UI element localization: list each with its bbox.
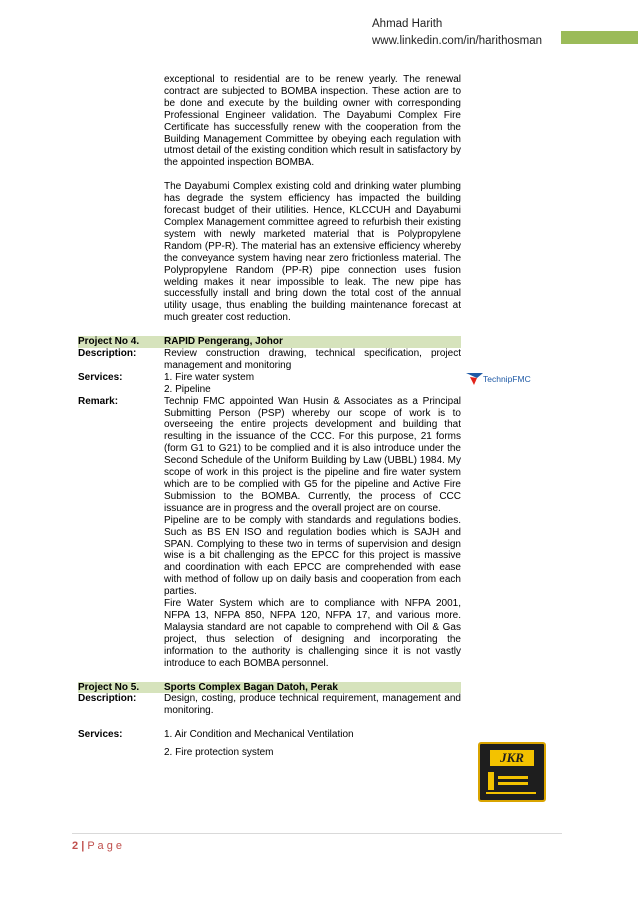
page-footer <box>72 840 122 852</box>
header-accent-bar <box>561 31 638 44</box>
service-item: 1. Air Condition and Mechanical Ventilation <box>164 729 354 741</box>
services-label: Services: <box>78 371 123 383</box>
project-4-title-row <box>78 336 461 348</box>
project-5-title: Sports Complex Bagan Datoh, Perak <box>164 681 338 693</box>
jkr-logo-text: JKR <box>490 750 534 766</box>
page-number: 2 <box>72 840 79 852</box>
header-block <box>372 16 542 50</box>
remark-label: Remark: <box>78 395 119 407</box>
page-word: P a g e <box>87 840 122 852</box>
description-label: Description: <box>78 348 137 360</box>
project-4-title: RAPID Pengerang, Johor <box>164 336 283 348</box>
project-4-services-row <box>78 372 461 396</box>
linkedin-url[interactable]: www.linkedin.com/in/harithosman <box>372 35 543 47</box>
remark-paragraph: Pipeline are to be comply with standards and regulations bodies. Such as BS EN ISO and regulation bodies which is SAJH and SPAN. Complying to these two in terms of supervision and design wise is a bit challenging as the EPCC for this project is massive and coordination with each EPCC are comprehended with ease with method of follow up on daily basis and cooperation from each parties. <box>164 514 461 598</box>
service-item: 2. Pipeline <box>164 383 211 395</box>
technipfmc-logo-text: TechnipFMC <box>483 374 531 384</box>
jkr-building-icon <box>480 768 544 798</box>
footer-divider <box>72 833 562 834</box>
description-label: Description: <box>78 693 137 705</box>
page-separator: | <box>81 840 85 852</box>
document-body <box>78 74 461 759</box>
service-item: 1. Fire water system <box>164 371 255 383</box>
project-4-description-row <box>78 348 461 372</box>
author-name: Ahmad Harith <box>372 18 443 30</box>
technipfmc-logo <box>466 372 566 388</box>
services-label: Services: <box>78 729 123 741</box>
remark-paragraph: Fire Water System which are to compliance with NFPA 2001, NFPA 13, NFPA 850, NFPA 120, NFPA 17, and various more. Malaysia standard are not capable to comprehend with Oil & Gas project, thus selection of designing and incorporating the information to the authority is challenging since it is not vastly introduce to each BOMBA personnel. <box>164 598 461 669</box>
intro-paragraph: The Dayabumi Complex existing cold and drinking water plumbing has degrade the system efficiency has impacted the building forecast budget of their utilities. Hence, KLCCUH and Dayabumi Complex Management committee agreed to refurbish their existing system with newly marketed material that is Polypropylene Random (PP-R). The material has an extensive efficiency whereby the conveyance system having near zero frictionless material. The Polypropylene Random (PP-R) pipe connection uses fusion welding makes it near impossible to leak. The new pipe has successfully install and bring down the total cost of the annual utility usage, thus enabling the building maintenance forecast at much greater cost reduction. <box>164 181 461 324</box>
jkr-logo <box>478 742 546 802</box>
project-5-description-row <box>78 693 461 717</box>
project-5-label: Project No 5. <box>78 681 140 693</box>
intro-paragraph: exceptional to residential are to be renew yearly. The renewal contract are subjected to BOMBA inspection. These action are to be done and execute by the building owner with corresponding Professional Engineer validation. The Dayabumi Complex Fire Certificate has successfully renew with the cooperation from the Building Management Committee by obeying each regulation with utmost detail of the existing condition which result in satisfactory by the appointed inspection BOMBA. <box>164 74 461 169</box>
project-5-services-row <box>78 729 461 759</box>
project-4-remark-row <box>78 396 461 670</box>
project-4-label: Project No 4. <box>78 336 140 348</box>
project-5-title-row <box>78 682 461 694</box>
service-item: 2. Fire protection system <box>164 747 274 759</box>
project-5-description: Design, costing, produce technical requirement, management and monitoring. <box>164 693 461 717</box>
technipfmc-logo-icon <box>466 372 484 386</box>
remark-paragraph: Technip FMC appointed Wan Husin & Associates as a Principal Submitting Person (PSP) whereby our scope of work is to overseeing the entire projects development and building that resulting in the issuance of the CCC. For this purpose, 21 forms (form G1 to G21) to be complied and it is also introduce under the Second Schedule of the Uniform Building by Law (UBBL) 1984. My scope of work in this project is the pipeline and fire water system which are to be complied with G5 for the pipeline and Active Fire Submission to the BOMBA. Currently, the process of CCC issuance are in progress and the overall project are on course. <box>164 395 461 514</box>
project-4-description: Review construction drawing, technical specification, project management and monitoring <box>164 348 461 371</box>
